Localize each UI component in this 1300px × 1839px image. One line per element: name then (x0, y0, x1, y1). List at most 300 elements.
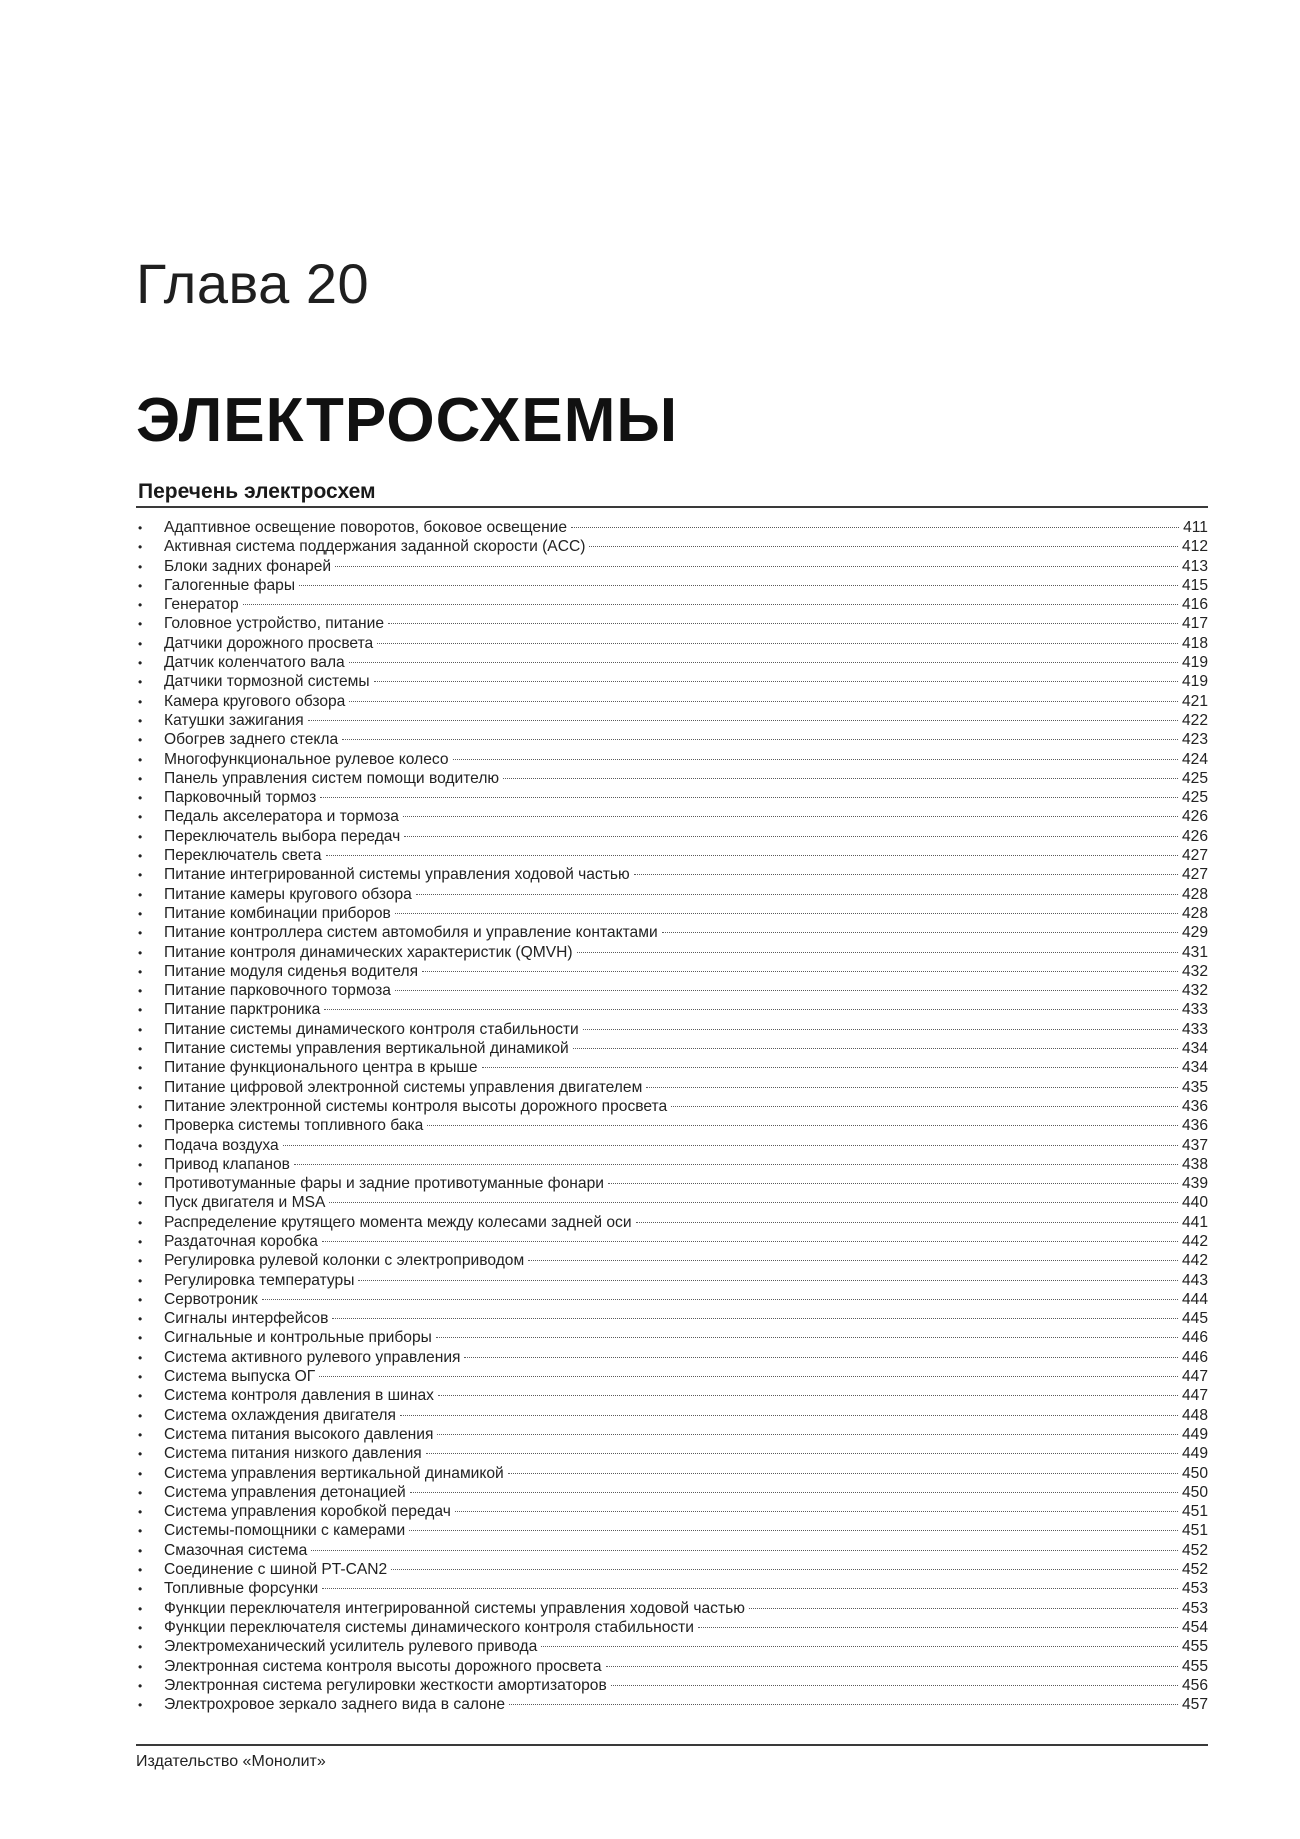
bullet-icon: • (138, 578, 143, 593)
bullet-icon: • (138, 926, 143, 941)
toc-item-page: 441 (1181, 1213, 1208, 1231)
toc-item-title: Питание парковочного тормоза (164, 982, 391, 1000)
toc-item (136, 769, 1208, 788)
dot-leader (662, 932, 1178, 933)
toc-item (136, 1618, 1208, 1637)
bullet-icon: • (138, 521, 143, 535)
toc-item-page: 425 (1181, 789, 1208, 807)
bullet-icon: • (138, 1254, 143, 1269)
toc-item-page: 448 (1181, 1406, 1208, 1424)
toc-item-title: Противотуманные фары и задние противотуманные фонари (164, 1175, 604, 1193)
bullet-icon: • (138, 636, 143, 651)
toc-item (136, 1657, 1208, 1676)
toc-item-title: Система активного рулевого управления (164, 1348, 461, 1366)
dot-leader (671, 1106, 1178, 1107)
toc-item (136, 1290, 1208, 1309)
bullet-icon: • (138, 1698, 143, 1713)
toc-item-page: 433 (1181, 1020, 1208, 1038)
toc-item (136, 827, 1208, 846)
toc-item (136, 923, 1208, 942)
dot-leader (611, 1685, 1178, 1686)
dot-leader (262, 1299, 1178, 1300)
toc-item-page: 440 (1181, 1194, 1208, 1212)
toc-item-page: 452 (1181, 1561, 1208, 1579)
dot-leader (482, 1067, 1178, 1068)
bullet-icon: • (138, 1042, 143, 1057)
bullet-icon: • (138, 1408, 143, 1423)
bullet-icon: • (138, 1427, 143, 1442)
toc-item (136, 1251, 1208, 1270)
bullet-icon: • (138, 656, 143, 671)
bullet-icon: • (138, 1563, 143, 1578)
dot-leader (299, 585, 1178, 586)
toc-item-title: Система питания низкого давления (164, 1445, 422, 1463)
toc-item-page: 454 (1181, 1618, 1208, 1636)
bullet-icon: • (138, 540, 143, 555)
toc-item-title: Активная система поддержания заданной скорости (ACC) (164, 538, 586, 556)
toc-item-title: Система управления коробкой передач (164, 1503, 451, 1521)
dot-leader (322, 1588, 1178, 1589)
bullet-icon: • (138, 945, 143, 960)
bullet-icon: • (138, 1659, 143, 1674)
dot-leader (326, 855, 1178, 856)
toc-item-page: 412 (1181, 538, 1208, 556)
bullet-icon: • (138, 906, 143, 921)
bullet-icon: • (138, 849, 143, 864)
toc-item-page: 442 (1181, 1252, 1208, 1270)
toc-item-title: Подача воздуха (164, 1136, 279, 1154)
toc-item (136, 788, 1208, 807)
dot-leader (453, 759, 1178, 760)
dot-leader (455, 1511, 1178, 1512)
dot-leader (294, 1164, 1178, 1165)
dot-leader (377, 643, 1178, 644)
bullet-icon: • (138, 1389, 143, 1404)
bullet-icon: • (138, 829, 143, 844)
toc-item-title: Электромеханический усилитель рулевого привода (164, 1638, 538, 1656)
toc-item (136, 1367, 1208, 1386)
toc-item-title: Привод клапанов (164, 1155, 290, 1173)
dot-leader (634, 874, 1178, 875)
toc-item-title: Распределение крутящего момента между колесами задней оси (164, 1213, 632, 1231)
toc-item (136, 614, 1208, 633)
toc-item-title: Питание системы управления вертикальной динамикой (164, 1040, 569, 1058)
bullet-icon: • (138, 1582, 143, 1597)
toc-item-page: 453 (1181, 1599, 1208, 1617)
toc-item-title: Питание модуля сиденья водителя (164, 962, 419, 980)
toc-item-page: 447 (1181, 1387, 1208, 1405)
toc-item (136, 1020, 1208, 1039)
toc-item (136, 711, 1208, 730)
bullet-icon: • (138, 1524, 143, 1539)
bullet-icon: • (138, 1640, 143, 1655)
bullet-icon: • (138, 1447, 143, 1462)
toc-item-page: 434 (1181, 1059, 1208, 1077)
toc-item (136, 1039, 1208, 1058)
toc-item-page: 423 (1181, 731, 1208, 749)
toc-item-title: Питание интегрированной системы управления ходовой частью (164, 866, 630, 884)
toc-item-page: 431 (1181, 943, 1208, 961)
bullet-icon: • (138, 1099, 143, 1114)
toc-item-page: 453 (1181, 1580, 1208, 1598)
section-title: Перечень электросхем (138, 480, 376, 503)
dot-leader (324, 1009, 1178, 1010)
toc-item-title: Панель управления систем помощи водителю (164, 769, 500, 787)
toc-item-page: 447 (1181, 1368, 1208, 1386)
bullet-icon: • (138, 964, 143, 979)
toc-item-page: 432 (1181, 962, 1208, 980)
toc-item (136, 1097, 1208, 1116)
bullet-icon: • (138, 1080, 143, 1095)
toc-item-page: 424 (1181, 750, 1208, 768)
dot-leader (503, 778, 1178, 779)
toc-item-page: 417 (1181, 615, 1208, 633)
toc-item-page: 450 (1181, 1483, 1208, 1501)
dot-leader (749, 1608, 1178, 1609)
toc-item-page: 439 (1181, 1175, 1208, 1193)
bullet-icon: • (138, 1505, 143, 1520)
bullet-icon: • (138, 617, 143, 632)
dot-leader (329, 1202, 1178, 1203)
toc-item (136, 1271, 1208, 1290)
toc-item-title: Электронная система регулировки жесткости амортизаторов (164, 1676, 607, 1694)
dot-leader (606, 1666, 1178, 1667)
toc-item-title: Функции переключателя интегрированной системы управления ходовой частью (164, 1599, 745, 1617)
toc-item (136, 865, 1208, 884)
bullet-icon: • (138, 1273, 143, 1288)
dot-leader (320, 797, 1178, 798)
toc-item-page: 449 (1181, 1445, 1208, 1463)
toc-item (136, 537, 1208, 556)
bullet-icon: • (138, 1350, 143, 1365)
toc-item-title: Питание цифровой электронной системы управления двигателем (164, 1078, 643, 1096)
dot-leader (400, 1415, 1178, 1416)
toc-item-page: 435 (1181, 1078, 1208, 1096)
toc-item-title: Сигнальные и контрольные приборы (164, 1329, 432, 1347)
toc-item (136, 557, 1208, 576)
toc-item-page: 433 (1181, 1001, 1208, 1019)
toc-item-title: Смазочная система (164, 1541, 308, 1559)
toc-item-title: Многофункциональное рулевое колесо (164, 750, 449, 768)
toc-item-title: Сигналы интерфейсов (164, 1310, 329, 1328)
toc-item-title: Парковочный тормоз (164, 789, 317, 807)
toc-item-title: Переключатель света (164, 847, 322, 865)
toc-item-title: Питание функционального центра в крыше (164, 1059, 478, 1077)
dot-leader (283, 1145, 1178, 1146)
toc-item-title: Генератор (164, 596, 239, 614)
toc-item (136, 1348, 1208, 1367)
toc-item-page: 444 (1181, 1290, 1208, 1308)
toc-item (136, 1386, 1208, 1405)
toc-item-title: Блоки задних фонарей (164, 557, 332, 575)
dot-leader (349, 662, 1178, 663)
toc-item-page: 416 (1181, 596, 1208, 614)
toc-item-title: Система управления вертикальной динамикой (164, 1464, 504, 1482)
bullet-icon: • (138, 1331, 143, 1346)
toc-item (136, 1541, 1208, 1560)
toc-item-title: Соединение с шиной PT-CAN2 (164, 1561, 388, 1579)
chapter-title: ЭЛЕКТРОСХЕМЫ (136, 386, 679, 455)
dot-leader (636, 1222, 1178, 1223)
toc-item-title: Катушки зажигания (164, 711, 304, 729)
dot-leader (410, 1492, 1178, 1493)
toc-item (136, 518, 1208, 537)
toc-item (136, 962, 1208, 981)
toc-item-page: 432 (1181, 982, 1208, 1000)
bullet-icon: • (138, 868, 143, 883)
toc-item-title: Питание камеры кругового обзора (164, 885, 412, 903)
toc-item-page: 426 (1181, 827, 1208, 845)
toc-item-page: 451 (1181, 1522, 1208, 1540)
toc-item (136, 1464, 1208, 1483)
dot-leader (409, 1530, 1178, 1531)
bullet-icon: • (138, 1620, 143, 1635)
toc-item (136, 1637, 1208, 1656)
toc-item-title: Электрохровое зеркало заднего вида в салоне (164, 1696, 506, 1714)
dot-leader (436, 1337, 1178, 1338)
dot-leader (388, 623, 1178, 624)
toc-item (136, 1599, 1208, 1618)
section-divider (136, 506, 1208, 508)
bullet-icon: • (138, 1138, 143, 1153)
toc-item (136, 943, 1208, 962)
dot-leader (319, 1376, 1178, 1377)
toc-item (136, 1444, 1208, 1463)
toc-item-title: Датчик коленчатого вала (164, 654, 345, 672)
dot-leader (395, 913, 1178, 914)
toc-item-page: 428 (1181, 904, 1208, 922)
bullet-icon: • (138, 1003, 143, 1018)
toc-item (136, 1502, 1208, 1521)
bullet-icon: • (138, 1485, 143, 1500)
toc-item (136, 576, 1208, 595)
dot-leader (422, 971, 1178, 972)
dot-leader (541, 1646, 1178, 1647)
toc-item-title: Обогрев заднего стекла (164, 731, 339, 749)
toc-item-page: 422 (1181, 711, 1208, 729)
dot-leader (349, 701, 1178, 702)
toc-item-title: Проверка системы топливного бака (164, 1117, 424, 1135)
toc-item (136, 1425, 1208, 1444)
toc-item-page: 418 (1181, 634, 1208, 652)
toc-item (136, 885, 1208, 904)
toc-item-page: 411 (1183, 519, 1208, 536)
toc-item-page: 429 (1181, 924, 1208, 942)
toc-item (136, 1695, 1208, 1714)
toc-item-title: Регулировка рулевой колонки с электроприводом (164, 1252, 525, 1270)
bullet-icon: • (138, 1292, 143, 1307)
dot-leader (374, 681, 1178, 682)
toc-item (136, 750, 1208, 769)
toc-item-page: 434 (1181, 1040, 1208, 1058)
toc-item-title: Системы-помощники с камерами (164, 1522, 406, 1540)
dot-leader (528, 1260, 1178, 1261)
toc-item-page: 443 (1181, 1271, 1208, 1289)
toc-item-title: Питание парктроника (164, 1001, 321, 1019)
toc-item-page: 427 (1181, 847, 1208, 865)
toc-item-page: 450 (1181, 1464, 1208, 1482)
toc-item-title: Электронная система контроля высоты дорожного просвета (164, 1657, 602, 1675)
toc-item (136, 1213, 1208, 1232)
toc-item-title: Раздаточная коробка (164, 1232, 318, 1250)
dot-leader (332, 1318, 1178, 1319)
toc-item-title: Адаптивное освещение поворотов, боковое освещение (164, 519, 568, 536)
toc-item-title: Функции переключателя системы динамического контроля стабильности (164, 1618, 695, 1636)
toc-item (136, 1483, 1208, 1502)
dot-leader (608, 1183, 1178, 1184)
dot-leader (646, 1087, 1178, 1088)
dot-leader (395, 990, 1178, 991)
toc-item-page: 428 (1181, 885, 1208, 903)
toc-item (136, 730, 1208, 749)
bullet-icon: • (138, 1234, 143, 1249)
toc-item-page: 419 (1181, 654, 1208, 672)
toc-item (136, 595, 1208, 614)
toc-item (136, 846, 1208, 865)
dot-leader (416, 894, 1178, 895)
footer-divider (136, 1744, 1208, 1746)
toc-item-title: Система контроля давления в шинах (164, 1387, 434, 1405)
toc-item-title: Система питания высокого давления (164, 1425, 434, 1443)
table-of-contents (136, 518, 1208, 1714)
bullet-icon: • (138, 752, 143, 767)
toc-item-title: Система выпуска ОГ (164, 1368, 316, 1386)
dot-leader (571, 527, 1179, 528)
toc-item (136, 1136, 1208, 1155)
toc-item-title: Регулировка температуры (164, 1271, 355, 1289)
toc-item-page: 438 (1181, 1155, 1208, 1173)
toc-item-title: Головное устройство, питание (164, 615, 385, 633)
toc-item (136, 692, 1208, 711)
toc-item (136, 1406, 1208, 1425)
toc-item (136, 1579, 1208, 1598)
bullet-icon: • (138, 1466, 143, 1481)
toc-item-title: Камера кругового обзора (164, 692, 346, 710)
toc-item-page: 451 (1181, 1503, 1208, 1521)
toc-item-page: 419 (1181, 673, 1208, 691)
dot-leader (508, 1473, 1178, 1474)
bullet-icon: • (138, 694, 143, 709)
dot-leader (243, 604, 1178, 605)
toc-item-page: 455 (1181, 1638, 1208, 1656)
bullet-icon: • (138, 1678, 143, 1693)
toc-item-page: 437 (1181, 1136, 1208, 1154)
dot-leader (573, 1048, 1178, 1049)
dot-leader (438, 1395, 1178, 1396)
toc-item-page: 446 (1181, 1348, 1208, 1366)
bullet-icon: • (138, 810, 143, 825)
bullet-icon: • (138, 733, 143, 748)
toc-item-page: 445 (1181, 1310, 1208, 1328)
toc-item-page: 442 (1181, 1232, 1208, 1250)
toc-item (136, 1328, 1208, 1347)
bullet-icon: • (138, 713, 143, 728)
toc-item-title: Питание контроля динамических характеристик (QMVH) (164, 943, 573, 961)
bullet-icon: • (138, 559, 143, 574)
toc-item-title: Топливные форсунки (164, 1580, 319, 1598)
toc-item-title: Питание электронной системы контроля высоты дорожного просвета (164, 1097, 668, 1115)
bullet-icon: • (138, 1215, 143, 1230)
toc-item (136, 1058, 1208, 1077)
bullet-icon: • (138, 984, 143, 999)
toc-item (136, 634, 1208, 653)
dot-leader (358, 1280, 1178, 1281)
dot-leader (308, 720, 1178, 721)
toc-item-title: Сервотроник (164, 1290, 258, 1308)
dot-leader (335, 566, 1178, 567)
dot-leader (311, 1550, 1178, 1551)
bullet-icon: • (138, 1119, 143, 1134)
dot-leader (437, 1434, 1178, 1435)
bullet-icon: • (138, 598, 143, 613)
toc-item (136, 1174, 1208, 1193)
dot-leader (391, 1569, 1178, 1570)
toc-item-title: Питание системы динамического контроля стабильности (164, 1020, 579, 1038)
toc-item (136, 1000, 1208, 1019)
dot-leader (698, 1627, 1178, 1628)
bullet-icon: • (138, 771, 143, 786)
toc-item-page: 415 (1181, 576, 1208, 594)
bullet-icon: • (138, 1196, 143, 1211)
toc-item-page: 425 (1181, 769, 1208, 787)
bullet-icon: • (138, 1370, 143, 1385)
bullet-icon: • (138, 1312, 143, 1327)
bullet-icon: • (138, 1543, 143, 1558)
dot-leader (404, 836, 1178, 837)
bullet-icon: • (138, 1157, 143, 1172)
toc-item-title: Питание контроллера систем автомобиля и управление контактами (164, 924, 658, 942)
toc-item (136, 1155, 1208, 1174)
toc-item-page: 452 (1181, 1541, 1208, 1559)
bullet-icon: • (138, 1022, 143, 1037)
toc-item-page: 421 (1181, 692, 1208, 710)
dot-leader (583, 1029, 1178, 1030)
toc-item (136, 981, 1208, 1000)
toc-item-title: Пуск двигателя и MSA (164, 1194, 326, 1212)
toc-item-page: 456 (1181, 1676, 1208, 1694)
toc-item-title: Галогенные фары (164, 576, 296, 594)
toc-item-title: Переключатель выбора передач (164, 827, 401, 845)
toc-item-title: Система охлаждения двигателя (164, 1406, 396, 1424)
toc-item-page: 426 (1181, 808, 1208, 826)
dot-leader (577, 952, 1178, 953)
toc-item-page: 427 (1181, 866, 1208, 884)
toc-item (136, 1560, 1208, 1579)
toc-item-title: Питание комбинации приборов (164, 904, 391, 922)
toc-item-page: 455 (1181, 1657, 1208, 1675)
publisher-label: Издательство «Монолит» (136, 1753, 326, 1770)
bullet-icon: • (138, 887, 143, 902)
toc-item (136, 1676, 1208, 1695)
dot-leader (403, 816, 1178, 817)
toc-item-page: 436 (1181, 1097, 1208, 1115)
bullet-icon: • (138, 1601, 143, 1616)
toc-item (136, 1078, 1208, 1097)
toc-item-title: Система управления детонацией (164, 1483, 406, 1501)
toc-item-title: Датчики тормозной системы (164, 673, 370, 691)
toc-item (136, 904, 1208, 923)
toc-item-page: 446 (1181, 1329, 1208, 1347)
bullet-icon: • (138, 791, 143, 806)
bullet-icon: • (138, 675, 143, 690)
dot-leader (509, 1704, 1178, 1705)
dot-leader (427, 1125, 1178, 1126)
toc-item (136, 653, 1208, 672)
toc-item-title: Датчики дорожного просвета (164, 634, 374, 652)
toc-item (136, 1309, 1208, 1328)
toc-item (136, 672, 1208, 691)
toc-item-page: 449 (1181, 1425, 1208, 1443)
